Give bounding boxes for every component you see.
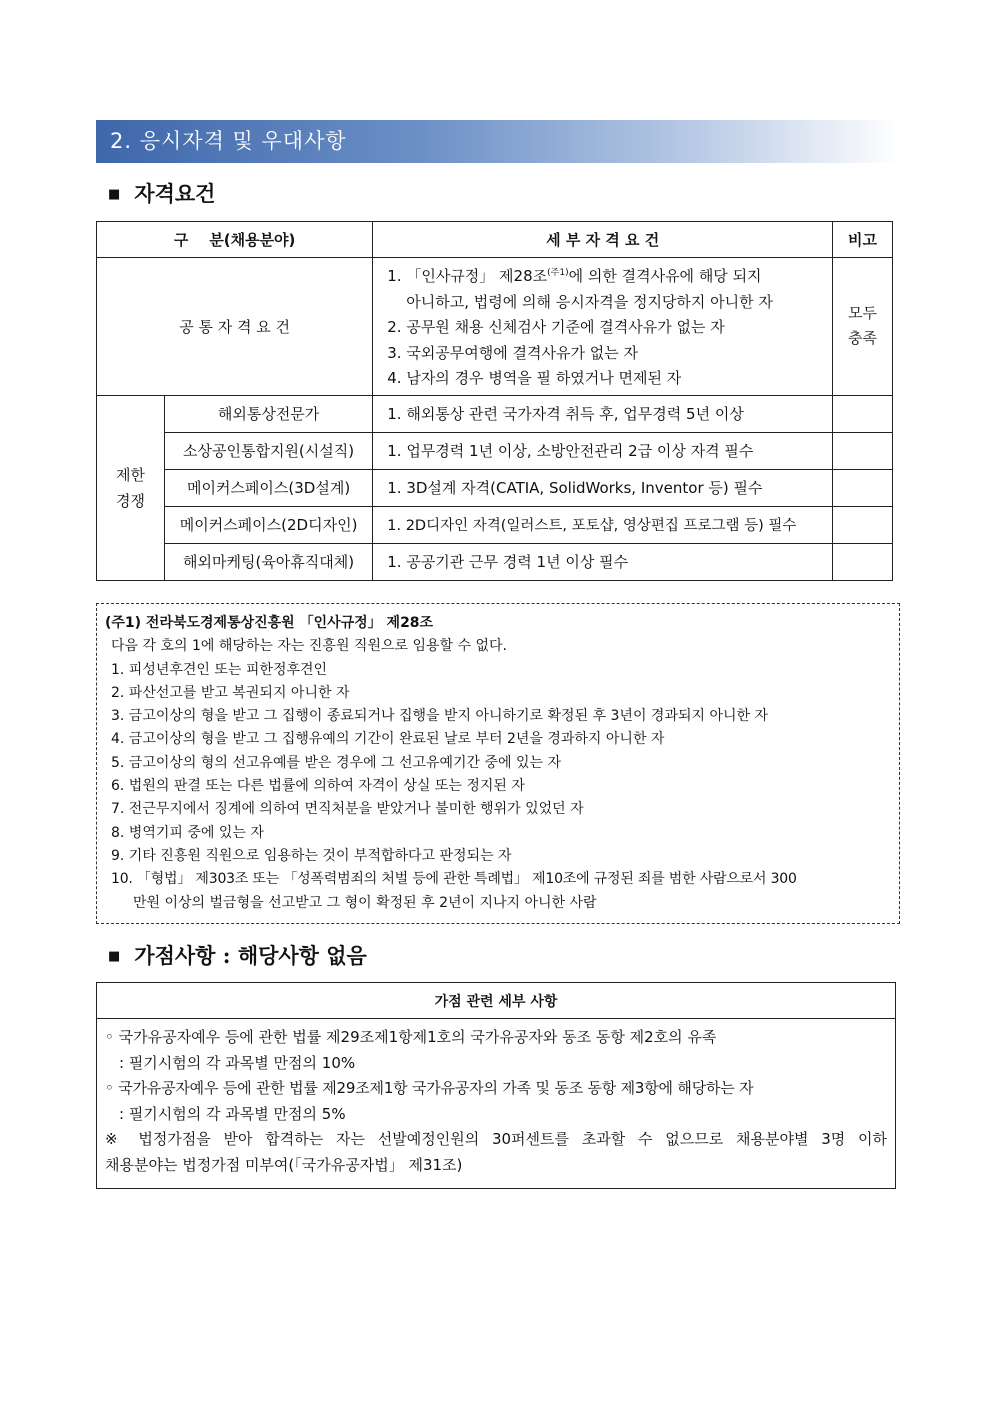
limited-row xyxy=(97,395,893,432)
common-label: 공 통 자 격 요 건 xyxy=(97,258,373,396)
footnote-item: 7. 전근무지에서 징계에 의하여 면직처분을 받았거나 불미한 행위가 있었던 자 xyxy=(111,801,584,818)
header-details: 세 부 자 격 요 건 xyxy=(373,222,833,258)
bonus-header: 가점 관련 세부 사항 xyxy=(97,983,896,1019)
limited-field: 메이커스페이스(2D디자인) xyxy=(164,506,372,543)
bonus-line-2-sub: : 필기시험의 각 과목별 만점의 5% xyxy=(119,1104,346,1123)
footnote-item: 4. 금고이상의 형을 받고 그 집행유예의 기간이 완료된 날로 부터 2년을 경과하지 아니한 자 xyxy=(111,731,665,748)
qualifications-table xyxy=(96,221,893,581)
footnote-item: 9. 기타 진흥원 직원으로 임용하는 것이 부적합하다고 판정되는 자 xyxy=(111,847,512,864)
common-details xyxy=(373,258,833,396)
bonus-body xyxy=(97,1019,896,1189)
common-item-1-post: 에 의한 결격사유에 해당 되지 xyxy=(568,267,762,285)
limited-label: 제한 경쟁 xyxy=(97,395,165,580)
section-title: 2. 응시자격 및 우대사항 xyxy=(96,120,900,163)
qualifications-heading xyxy=(108,178,215,208)
limited-field: 해외마케팅(육아휴직대체) xyxy=(164,543,372,580)
footnote-item: 5. 금고이상의 형의 선고유예를 받은 경우에 그 선고유예기간 중에 있는 자 xyxy=(111,754,562,771)
bonus-note-line-1: ※ 법정가점을 받아 합격하는 자는 선발예정인원의 30퍼센트를 초과할 수 없으므로 채용분야별 3명 이하 xyxy=(105,1130,887,1148)
bonus-header-row xyxy=(97,983,896,1019)
footnote-item-cont: 만원 이상의 벌금형을 선고받고 그 형이 확정된 후 2년이 지나지 아니한 사람 xyxy=(133,894,597,911)
header-category: 구 분(채용분야) xyxy=(97,222,373,258)
square-bullet-icon: ■ xyxy=(108,187,121,202)
limited-remark xyxy=(833,432,893,469)
table-header-row xyxy=(97,222,893,258)
bonus-line-1-sub: : 필기시험의 각 과목별 만점의 10% xyxy=(119,1053,356,1072)
limited-remark xyxy=(833,506,893,543)
common-item-3: 3. 국외공무여행에 결격사유가 없는 자 xyxy=(387,343,638,362)
bonus-line-1: ◦ 국가유공자예우 등에 관한 법률 제29조제1항제1호의 국가유공자와 동조 동항 제2호의 유족 xyxy=(105,1028,717,1046)
limited-requirement: 1. 3D설계 자격(CATIA, SolidWorks, Inventor 등) 필수 xyxy=(373,469,833,506)
bonus-heading xyxy=(108,940,367,970)
limited-field: 메이커스페이스(3D설계) xyxy=(164,469,372,506)
limited-row xyxy=(97,543,893,580)
common-requirements-row xyxy=(97,258,893,396)
limited-requirement: 1. 업무경력 1년 이상, 소방안전관리 2급 이상 자격 필수 xyxy=(373,432,833,469)
bonus-note-line-2: 채용분야는 법정가점 미부여(「국가유공자법」 제31조) xyxy=(105,1155,463,1174)
bonus-body-row xyxy=(97,1019,896,1189)
qualifications-heading-text: 자격요건 xyxy=(134,181,216,206)
common-item-4: 4. 남자의 경우 병역을 필 하였거나 면제된 자 xyxy=(387,369,682,387)
footnote-title: (주1) 전라북도경제통상진흥원 「인사규정」 제28조 xyxy=(105,615,434,631)
footnote-intro: 다음 각 호의 1에 해당하는 자는 진흥원 직원으로 임용할 수 없다. xyxy=(111,638,507,655)
common-item-1-cont: 아니하고, 법령에 의해 응시자격을 정지당하지 아니한 자 xyxy=(406,292,773,311)
footnote-item: 3. 금고이상의 형을 받고 그 집행이 종료되거나 집행을 받지 아니하기로 확정된 후 3년이 경과되지 아니한 자 xyxy=(111,708,769,725)
common-item-1 xyxy=(387,261,818,290)
limited-field: 소상공인통합지원(시설직) xyxy=(164,432,372,469)
footnote-ref: (주1) xyxy=(547,268,569,278)
footnote-item: 10. 「형법」 제303조 또는 「성폭력범죄의 처벌 등에 관한 특례법」 제10조에 규정된 죄를 범한 사람으로서 300 xyxy=(111,871,797,888)
limited-row xyxy=(97,506,893,543)
limited-requirement: 1. 2D디자인 자격(일러스트, 포토샵, 영상편집 프로그램 등) 필수 xyxy=(373,506,833,543)
footnote-item: 1. 피성년후견인 또는 피한정후견인 xyxy=(111,661,328,678)
limited-row xyxy=(97,469,893,506)
square-bullet-icon: ■ xyxy=(108,949,121,964)
bonus-line-2: ◦ 국가유공자예우 등에 관한 법률 제29조제1항 국가유공자의 가족 및 동조 동항 제3항에 해당하는 자 xyxy=(105,1079,754,1097)
common-item-1-pre: 1. 「인사규정」 제28조 xyxy=(387,267,548,285)
limited-requirement: 1. 해외통상 관련 국가자격 취득 후, 업무경력 5년 이상 xyxy=(373,395,833,432)
bonus-table xyxy=(96,982,896,1189)
footnote-item: 6. 법원의 판결 또는 다른 법률에 의하여 자격이 상실 또는 정지된 자 xyxy=(111,778,525,795)
limited-field: 해외통상전문가 xyxy=(164,395,372,432)
limited-remark xyxy=(833,543,893,580)
footnote-box xyxy=(96,603,900,924)
footnote-item: 8. 병역기피 중에 있는 자 xyxy=(111,824,264,841)
header-remarks: 비고 xyxy=(833,222,893,258)
limited-remark xyxy=(833,469,893,506)
limited-remark xyxy=(833,395,893,432)
common-item-2: 2. 공무원 채용 신체검사 기준에 결격사유가 없는 자 xyxy=(387,318,725,336)
limited-requirement: 1. 공공기관 근무 경력 1년 이상 필수 xyxy=(373,543,833,580)
bonus-heading-text: 가점사항 : 해당사항 없음 xyxy=(134,943,367,968)
footnote-item: 2. 파산선고를 받고 복권되지 아니한 자 xyxy=(111,684,350,701)
common-remark: 모두 충족 xyxy=(833,258,893,396)
limited-row xyxy=(97,432,893,469)
